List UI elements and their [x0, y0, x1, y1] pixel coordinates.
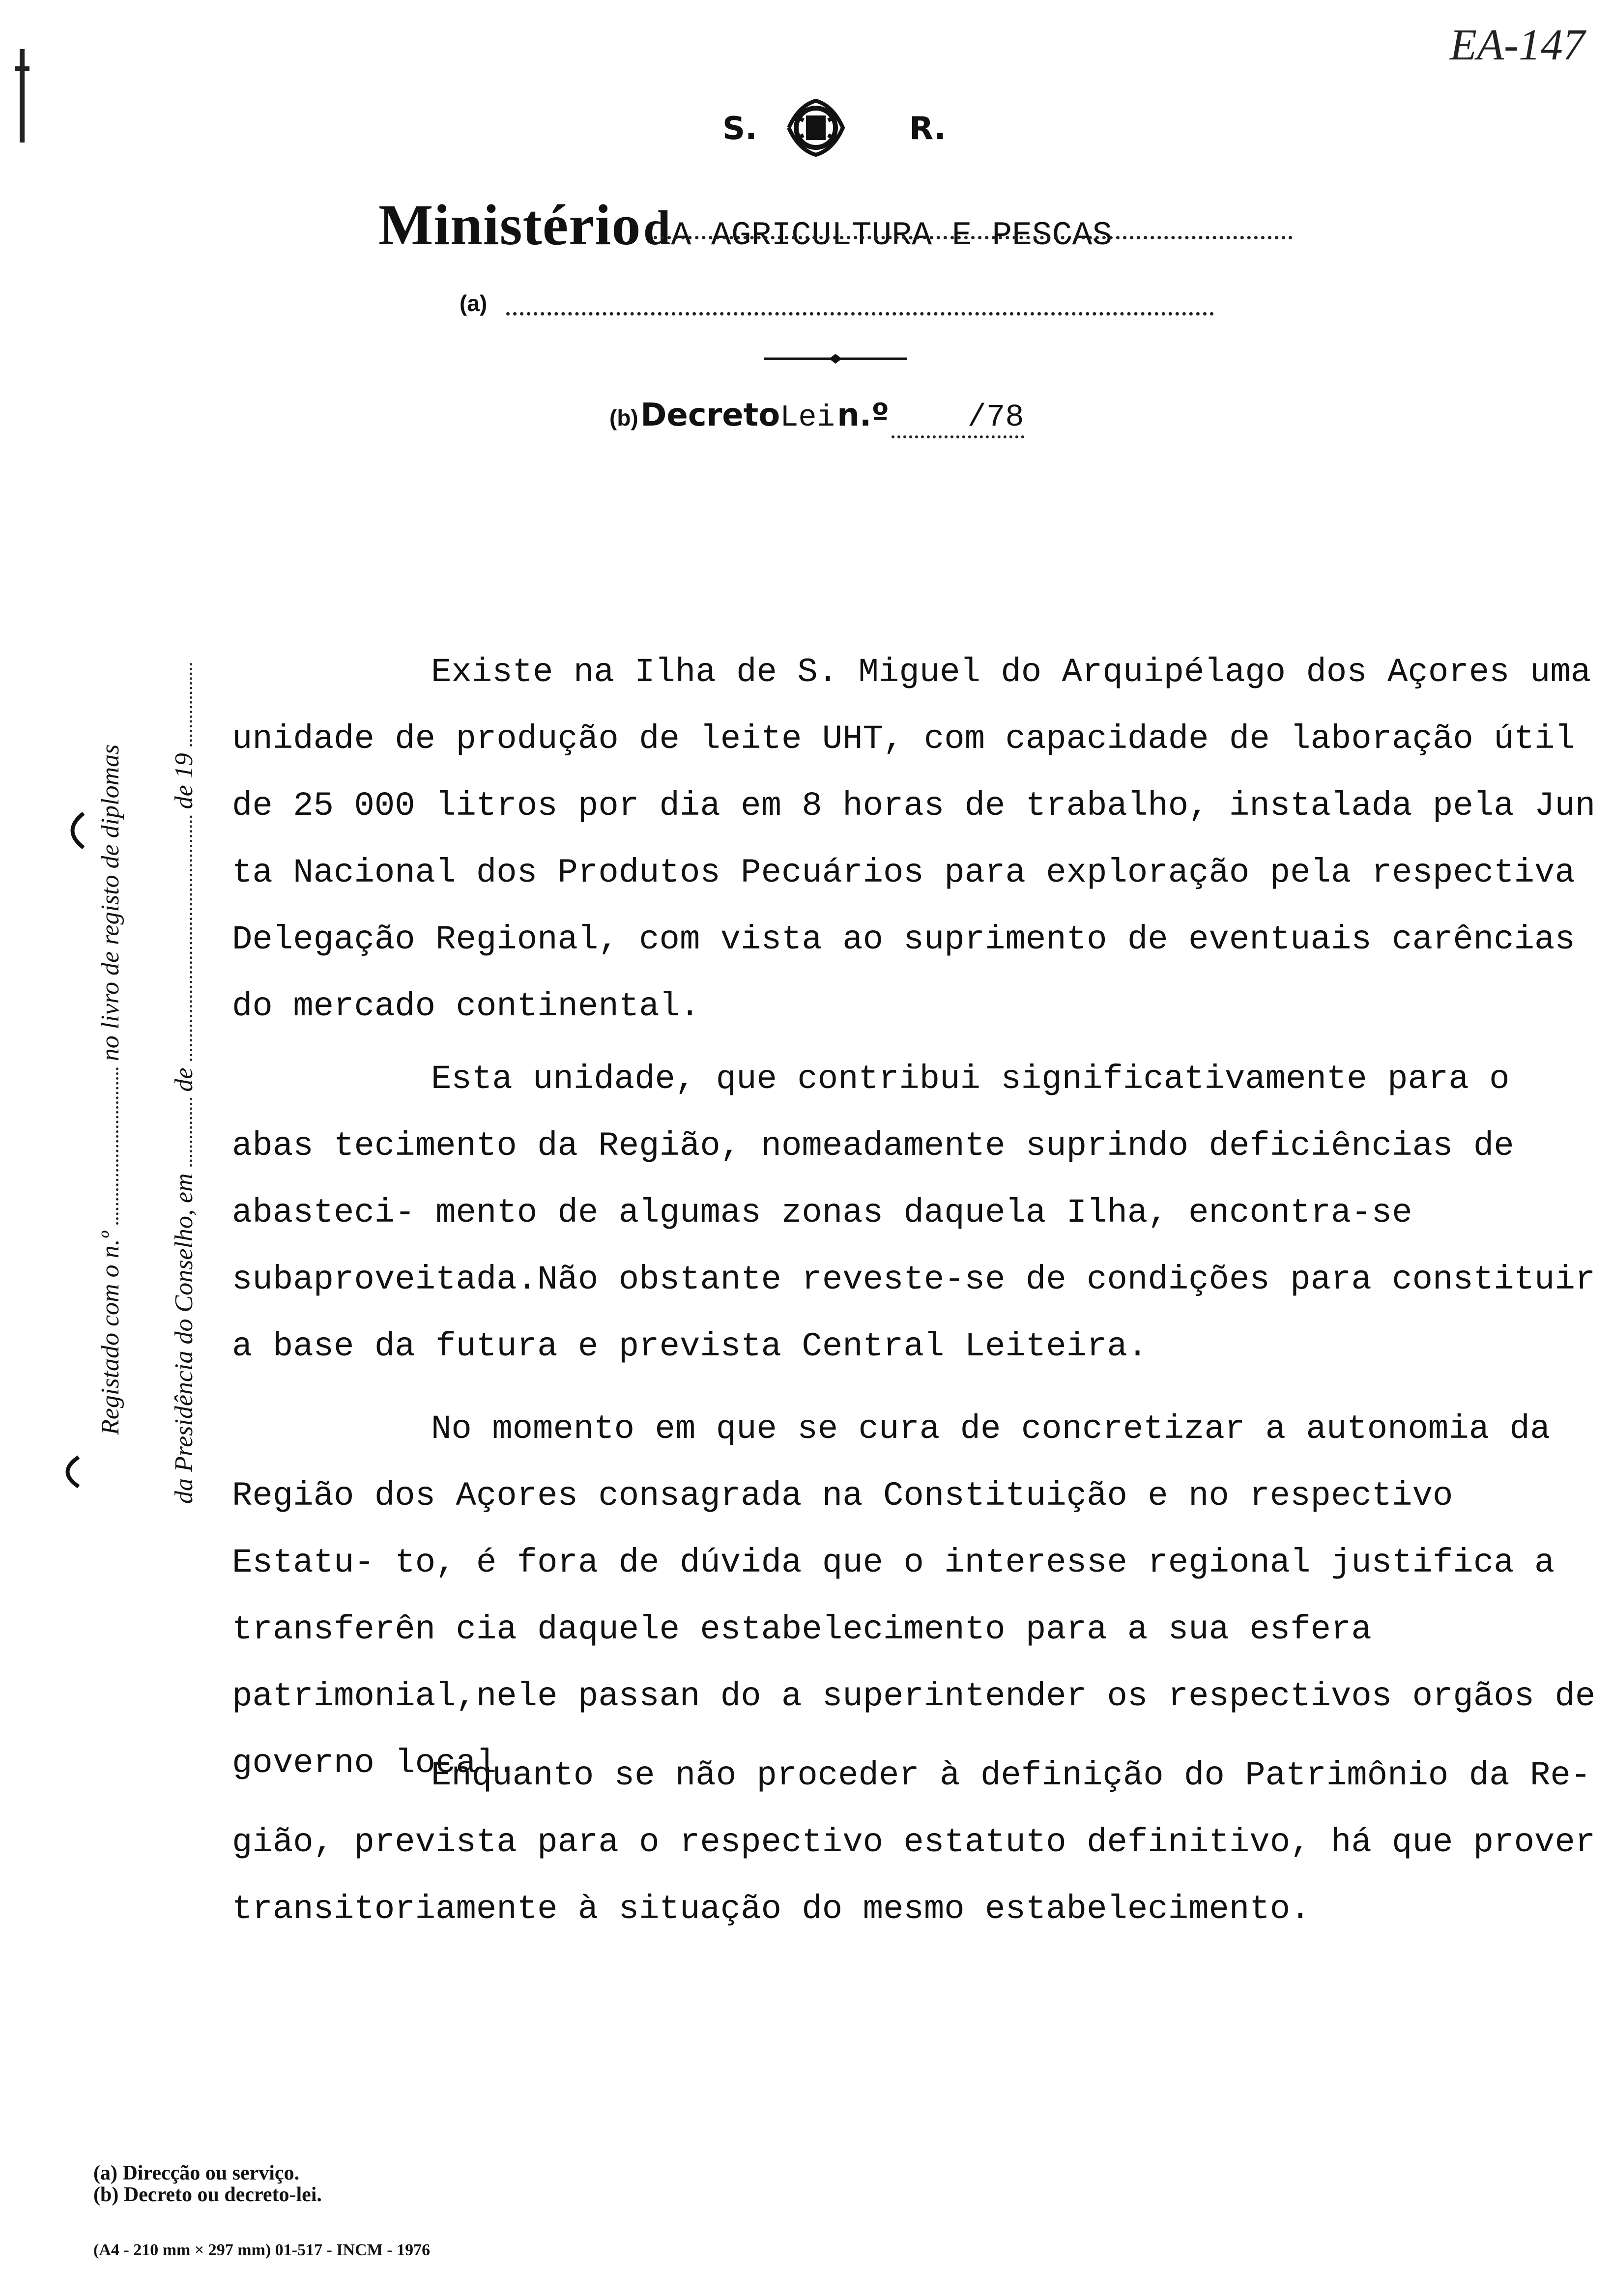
decree-word: Decreto — [640, 397, 780, 433]
paragraph-line: to, é fora de dúvida que o interesse regional justifica a transferên — [232, 1544, 1555, 1649]
ministry-dotted-line — [654, 236, 1293, 239]
decree-number: /78 — [892, 400, 1024, 438]
paragraph-2 — [232, 1046, 1598, 1380]
handwritten-reference: EA-147 — [1450, 21, 1585, 69]
paragraph-3 — [232, 1396, 1598, 1797]
side-note-de: de — [170, 1067, 198, 1092]
paragraph-line: cia daquele estabelecimento para a sua esfera patrimonial,nele passan — [232, 1610, 1372, 1716]
paragraph-line: ta Nacional dos Produtos Pecuários para exploração pela respectiva — [232, 854, 1575, 892]
side-bracket-top — [59, 811, 88, 853]
paragraph-line: No momento em que se cura de concretizar a autonomia da — [431, 1410, 1551, 1448]
paragraph-line: de 25 000 litros por dia em 8 horas de trabalho, instalada pela Jun — [232, 787, 1596, 825]
decree-label-b: (b) — [609, 405, 638, 430]
paragraph-line: Esta unidade, que contribui significativamente para o abas — [232, 1060, 1510, 1165]
header-letter-r: R. — [909, 111, 946, 147]
paragraph-line: Região dos Açores consagrada na Constituição e no respectivo Estatu- — [232, 1477, 1453, 1582]
paragraph-4 — [232, 1742, 1598, 1943]
paragraph-line: do mercado continental. — [232, 987, 700, 1026]
line-a-dotted — [506, 312, 1214, 316]
side-bracket-bottom — [54, 1474, 55, 1475]
paragraph-line: prevista Central Leiteira. — [618, 1327, 1148, 1366]
paragraph-line: do a superintender os respectivos orgãos de governo local. — [232, 1677, 1596, 1782]
side-note-line-1 — [96, 745, 125, 1435]
decree-number-label: n.º — [837, 397, 890, 433]
line-a-label: (a) — [460, 290, 488, 316]
footnote-b: (b) Decreto ou decreto-lei. — [93, 2183, 322, 2206]
decree-typed-lei: Lei — [780, 400, 835, 435]
paragraph-line: gião, prevista para o respectivo estatuto definitivo, há que prover — [232, 1823, 1596, 1862]
side-note-presidency: da Presidência do Conselho, em — [170, 1173, 198, 1504]
paragraph-line: unidade de produção de leite UHT, com capacidade de laboração útil — [232, 720, 1575, 758]
ministry-line — [378, 192, 1112, 258]
side-note-registry-book: no livro de registo de diplomas — [96, 744, 124, 1062]
paragraph-1 — [232, 639, 1598, 1040]
coat-of-arms-emblem — [784, 96, 848, 160]
ministry-word: Ministério — [378, 193, 641, 257]
footnote-a: (a) Direcção ou serviço. — [93, 2162, 300, 2184]
paragraph-line: tecimento da Região, nomeadamente suprindo deficiências de abasteci- — [232, 1127, 1514, 1232]
binding-mark — [15, 49, 29, 143]
form-code: (A4 - 210 mm × 297 mm) 01-517 - INCM - 1976 — [93, 2241, 431, 2259]
paragraph-line: Existe na Ilha de S. Miguel do Arquipélago dos Açores uma — [431, 653, 1591, 691]
paragraph-line: mento de algumas zonas daquela Ilha, encontra-se subaproveitada.Não — [232, 1194, 1412, 1299]
paragraph-line: Enquanto se não proceder à definição do Patrimônio da Re- — [431, 1756, 1591, 1795]
ministry-department: A AGRICULTURA E PESCAS — [671, 217, 1113, 255]
side-note-line-2 — [170, 663, 199, 1504]
side-note-year: de 19 — [170, 753, 198, 809]
paragraph-line: transitoriamente à situação do mesmo estabelecimento. — [232, 1890, 1311, 1928]
paragraph-line: Delegação Regional, com vista ao suprimento de eventuais carências — [232, 920, 1575, 959]
ministry-prefix: d — [643, 201, 671, 255]
paragraph-line: obstante reveste-se de condições para constituir a base da futura e — [232, 1261, 1596, 1366]
decree-line — [609, 397, 1024, 438]
ornament-divider — [764, 354, 907, 364]
side-note-registered: Registado com o n.º — [96, 1231, 124, 1435]
header-letter-s: S. — [722, 111, 757, 147]
